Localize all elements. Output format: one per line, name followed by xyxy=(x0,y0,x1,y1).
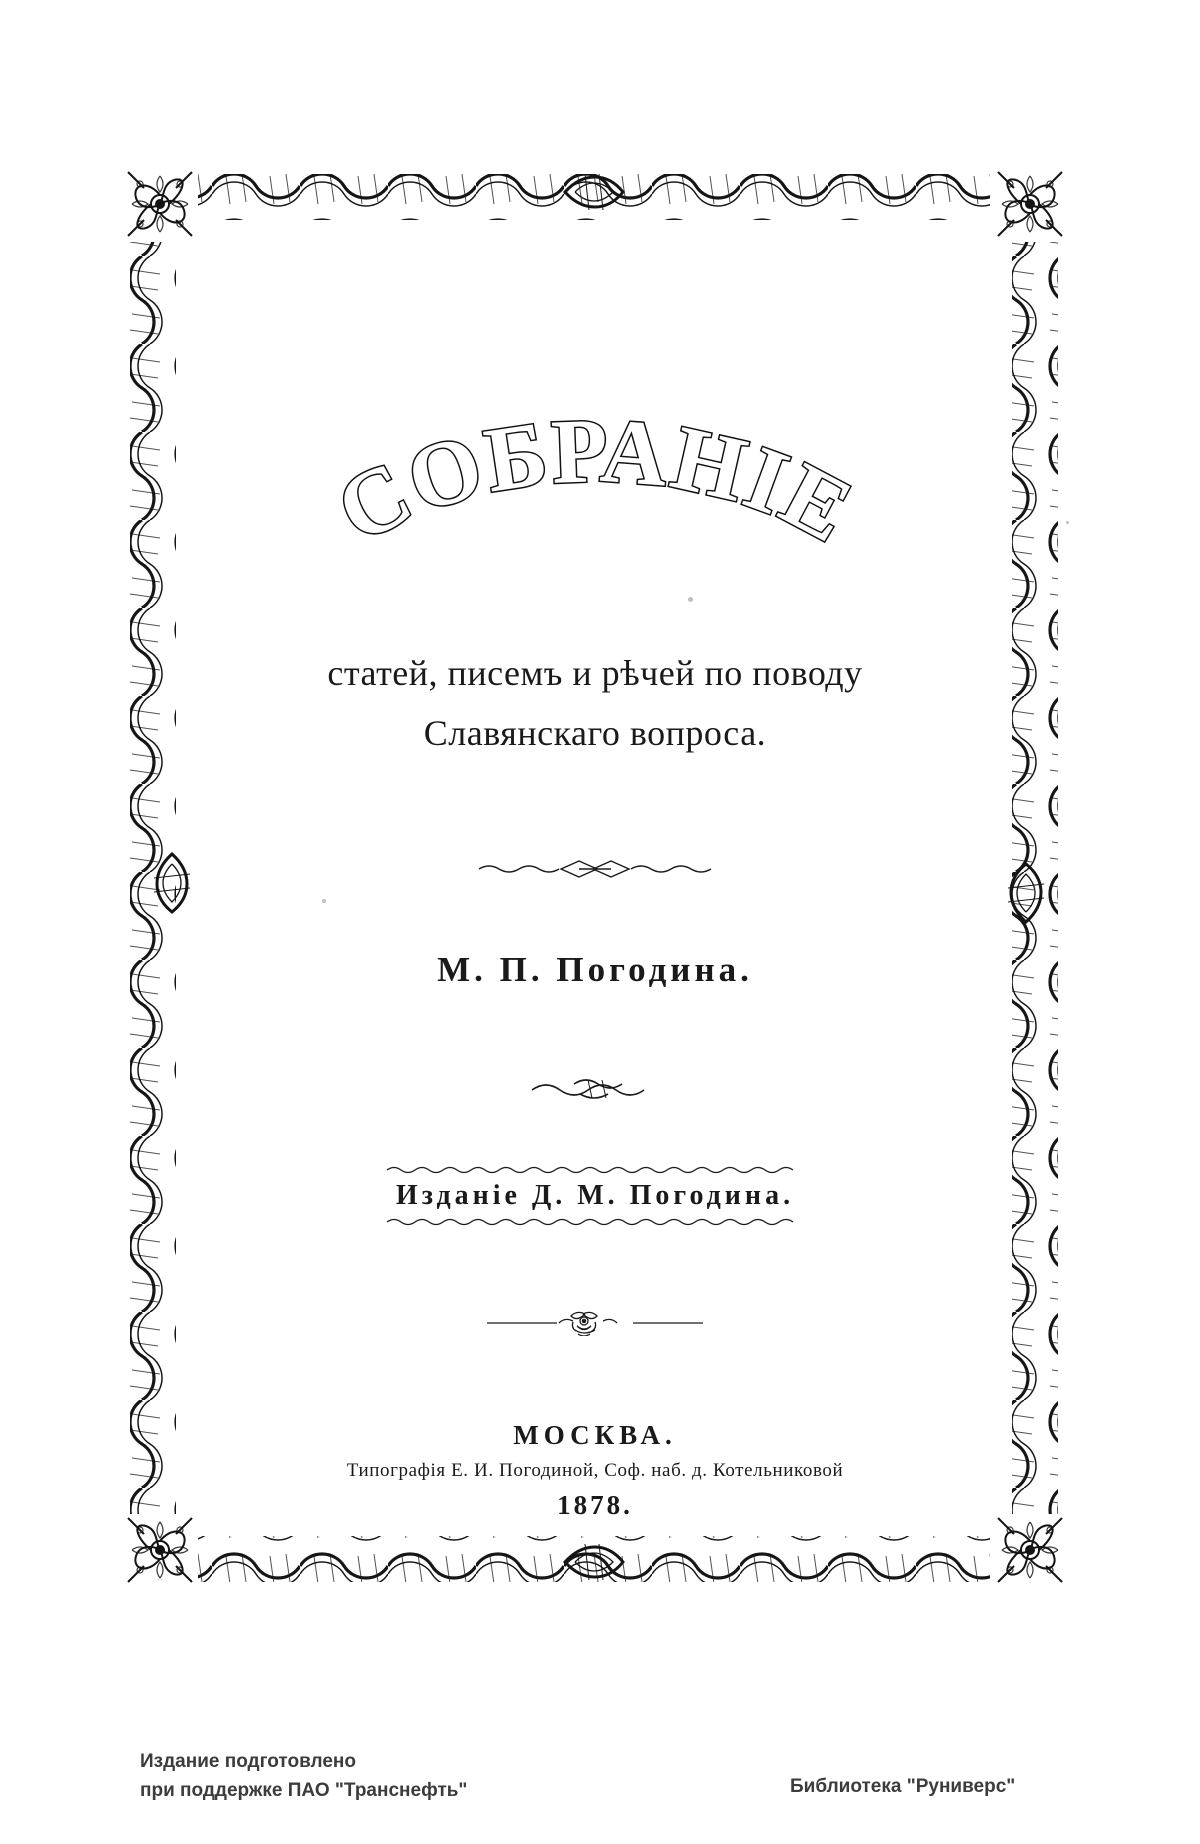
footer-sponsor-line-2: при поддержке ПАО "Транснефть" xyxy=(140,1779,468,1801)
wavy-diamond-divider-ornament xyxy=(475,858,715,880)
subtitle-line-1: статей, писемъ и рѣчей по поводу xyxy=(327,653,863,693)
publisher-name: Изданіе Д. М. Погодина. xyxy=(395,1179,795,1211)
footer-sponsor xyxy=(140,1748,467,1805)
footer-sponsor-line-1: Издание подготовлено xyxy=(140,1751,356,1772)
display-title-text: СОБРАНІЕ xyxy=(320,410,870,563)
scan-speck xyxy=(688,597,693,602)
scan-speck xyxy=(1066,521,1069,524)
page-title xyxy=(200,410,990,640)
imprint-press: Типографія Е. И. Погодиной, Соф. наб. д. Котельниковой xyxy=(346,1459,844,1481)
imprint-city: МОСКВА. xyxy=(513,1419,677,1450)
imprint-block xyxy=(200,1420,990,1521)
subtitle-line-2: Славянскаго вопроса. xyxy=(423,712,767,753)
floral-rule-divider-ornament xyxy=(485,1306,705,1336)
imprint-year: 1878. xyxy=(557,1489,633,1520)
footer-library: Библиотека "Руниверс" xyxy=(790,1776,1016,1797)
small-ribbon-divider-ornament xyxy=(530,1076,660,1102)
publisher-rule-bottom xyxy=(385,1216,805,1228)
scan-speck xyxy=(322,899,326,903)
publisher-block xyxy=(200,1164,990,1228)
author-name: М. П. Погодина. xyxy=(437,949,753,989)
svg-text:СОБРАНІЕ xyxy=(321,410,870,562)
title-page-content xyxy=(200,300,990,1521)
publisher-rule-top xyxy=(385,1164,805,1176)
footer-credits xyxy=(0,1710,1200,1844)
subtitle xyxy=(235,646,955,762)
